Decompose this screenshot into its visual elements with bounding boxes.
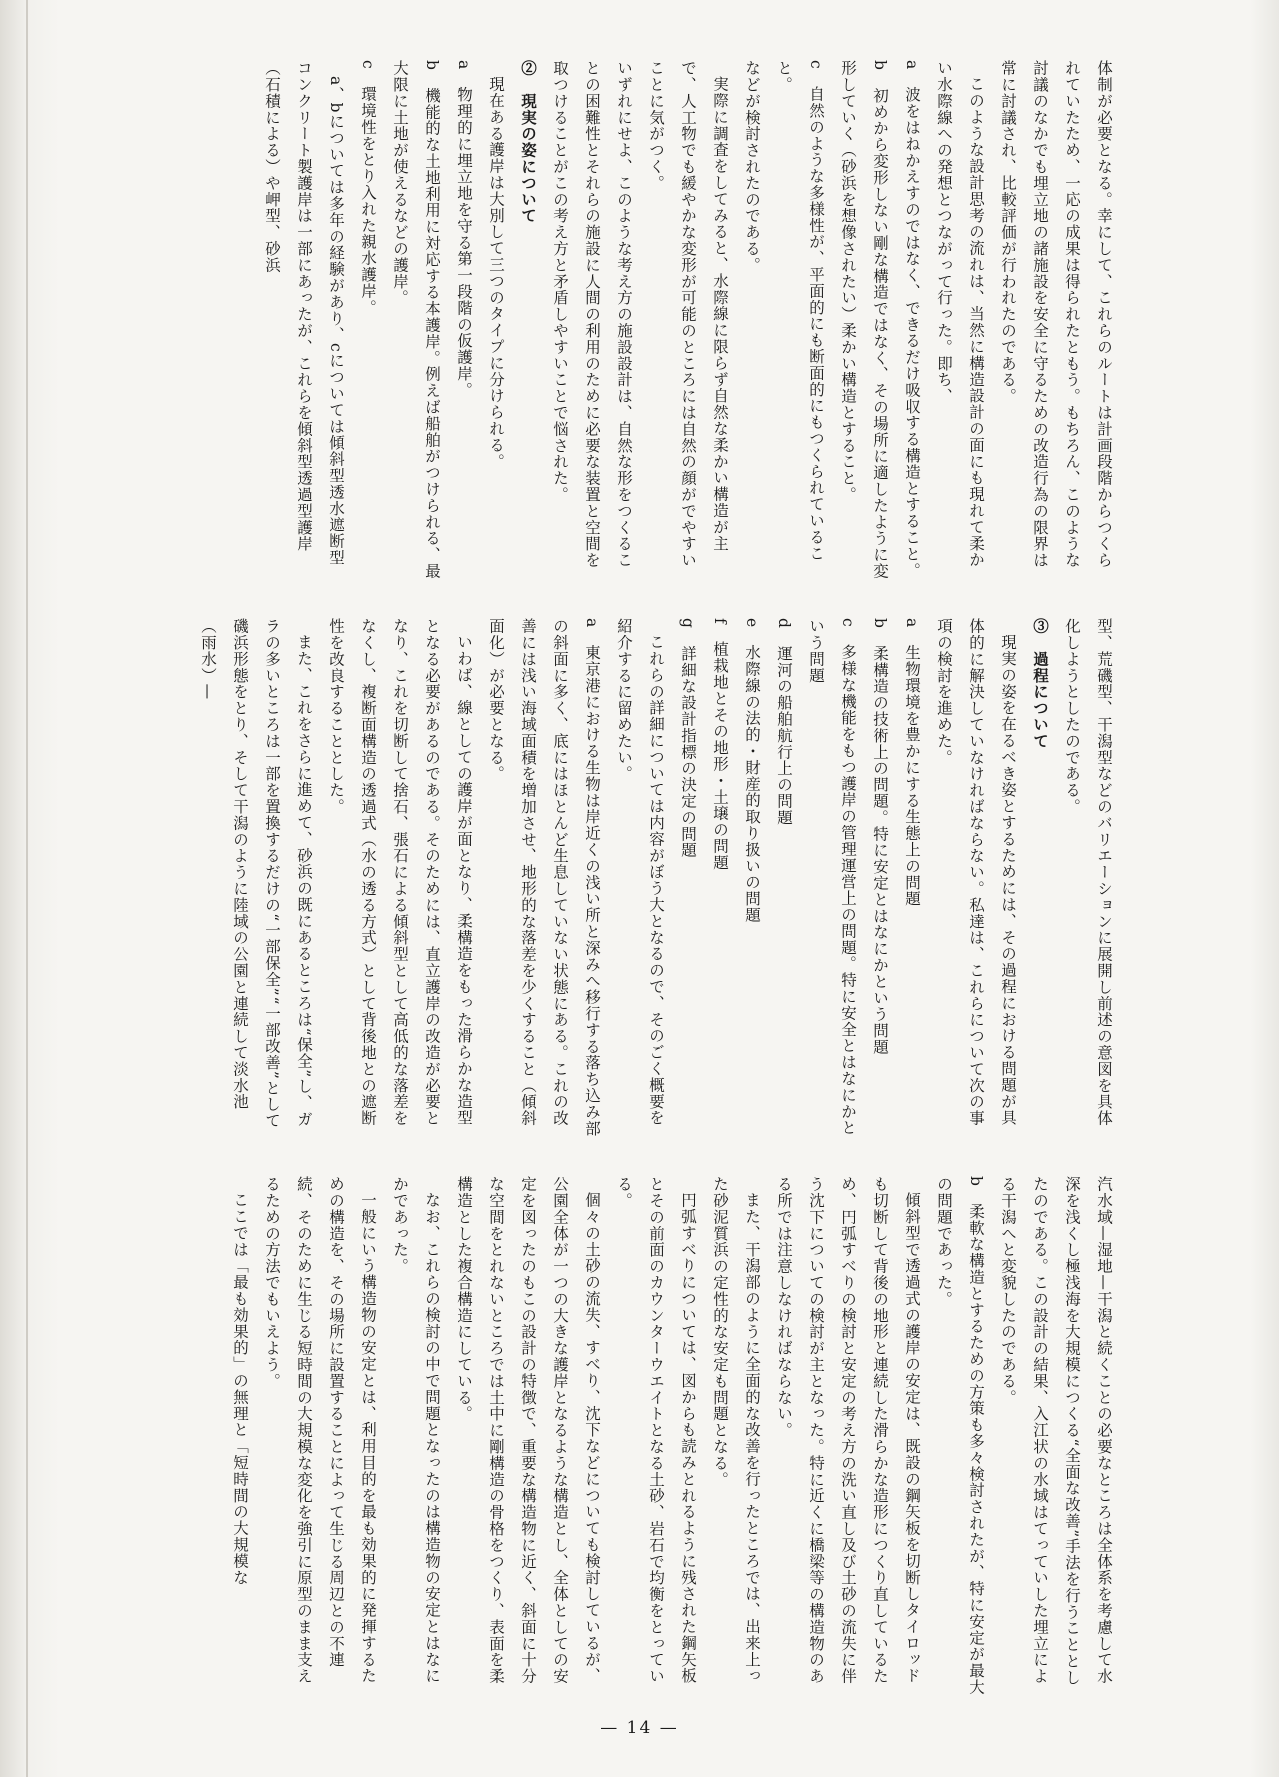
paragraph: これらの詳細については内容がぼう大となるので、そのごく概要を紹介するに留めたい。 (615, 618, 665, 1126)
paragraph: ここでは「最も効果的」の無理と「短時間の大規模な (231, 1191, 249, 1586)
text-band-top (70, 60, 1120, 580)
paragraph: このような設計思考の流れは、当然に構造設計の面にも現れて柔かい水際線への発想とつながって行った。即ち、 (935, 60, 985, 568)
paragraph: 型、荒磯型、干潟型などのバリエーションに展開し前述の意図を具体化しようとしたのである。 (1063, 618, 1113, 1127)
paragraph: a 波をはねかえすのではなく、できるだけ吸収する構造とすること。 (903, 60, 921, 579)
paragraph: a、bについては多年の経験があり、cについては傾斜型透水遮断型コンクリート製護岸は一部にあったが、これらを傾斜型透過型護岸（石積による）や岬型、砂浜 (263, 60, 345, 566)
column-middle (70, 618, 1120, 1138)
paragraph: いずれにせよ、このような考え方の施設設計は、自然な形をつくることの困難性とそれらの施設に人間の利用のために必要な装置と空間を取つけることがこの考え方と矛盾しやすいことで悩された。 (551, 60, 633, 569)
page-number: — 14 — (600, 1718, 679, 1738)
paragraph: などが検討されたのである。 (743, 60, 761, 274)
paragraph: ② 現実の姿について (519, 60, 538, 224)
paragraph: a 東京港における生物は岸近くの浅い所と深みへ移行する落ち込み部の斜面に多く、底にはほとんど生息していない状態にある。これの改善には浅い海域面積を増加させ、地形的な落差を少くすること（傾斜面化）が必要となる。 (487, 618, 601, 1137)
paragraph: a 生物環境を豊かにする生態上の問題 (903, 618, 921, 907)
column-top (70, 60, 1120, 580)
paragraph: g 詳細な設計指標の決定の問題 (679, 618, 697, 859)
paragraph: a 物理的に埋立地を守る第一段階の仮護岸。 (455, 60, 473, 399)
paragraph: d 運河の船舶航行上の問題 (775, 618, 793, 826)
column-bottom (70, 1176, 1120, 1696)
paragraph: b 初めから変形しない剛な構造ではなく、その場所に適したように変形していく（砂浜を想像されたい）柔かい構造とすること。 (839, 60, 889, 580)
paragraph: c 環境性をとり入れた親水護岸。 (359, 60, 377, 316)
paragraph: また、これをさらに進めて、砂浜の既にあるところは“保全”し、ガラの多いところは一部を置換するだけの“一部保全”“一部改善”として磯浜形態をとり、そして干潟のように陸域の公園と連続して淡水池（雨水）— (199, 618, 313, 1129)
paragraph: e 水際線の法的・財産的取り扱いの問題 (743, 618, 761, 924)
paragraph: b 柔構造の技術上の問題。特に安定とはなにかという問題 (871, 618, 889, 1056)
paragraph: 円弧すべりについては、図からも読みとれるように残された鋼矢板とその前面のカウンターウエイトとなる土砂、岩石で均衡をとっている。 (615, 1176, 697, 1685)
paragraph: 傾斜型で透過式の護岸の安定は、既設の鋼矢板を切断しタイロッドも切断して背後の地形と連続した滑らかな造形につくり直しているため、円弧すべりの検討と安定の考え方の洗い直し及び土砂の流失に伴う沈下についての検討が主となった。特に近くに橋梁等の構造物のある所では注意しなければならない。 (775, 1176, 921, 1685)
paragraph: なお、これらの検討の中で問題となったのは構造物の安定とはなにかであった。 (391, 1176, 441, 1684)
paragraph: 体制が必要となる。幸にして、これらのルートは計画段階からつくられていたため、一応の成果は得られたともう。もちろん、このような討議のなかでも埋立地の諸施設を安全に守るための改造行為の限界は常に討議され、比較評価が行われたのである。 (999, 60, 1113, 569)
paragraph: c 自然のような多様性が、平面的にも断面的にもつくられていること。 (775, 60, 825, 562)
paragraph: 実際に調査をしてみると、水際線に限らず自然な柔かい構造が主で、人工物でも緩やかな変形が可能のところには自然の顔がでやすいことに気がつく。 (647, 60, 729, 569)
paragraph: また、干潟部のように全面的な改善を行ったところでは、出来上った砂泥質浜の定性的な安定も問題となる。 (711, 1176, 761, 1684)
paragraph: 現実の姿を在るべき姿とするためには、その過程における問題が具体的に解決していなければならない。私達は、これらについて次の事項の検討を進めた。 (935, 618, 1017, 1127)
paragraph: 現在ある護岸は大別して三つのタイプに分けられる。 (487, 75, 505, 470)
paragraph: b 機能的な土地利用に対応する本護岸。例えば船舶がつけられる、最大限に土地が使えるなどの護岸。 (391, 60, 441, 580)
paragraph: いわば、線としての護岸が面となり、柔構造をもった滑らかな造型となる必要があるのである。そのためには、直立護岸の改造が必要となり、これを切断して捨石、張石による傾斜型として高低的な落差をなくし、複断面構造の透過式（水の透る方式）として背後地との遮断性を改良することとした。 (327, 618, 473, 1127)
paragraph: 汽水域—湿地—干潟と続くことの必要なところは全体系を考慮して水深を浅くし極浅海を大規模につくる“全面な改善”手法を行うこととしたのである。この設計の結果、入江状の水域はてっていした埋立による干潟へと変貌したのである。 (999, 1176, 1113, 1686)
paragraph: c 多様な機能をもつ護岸の管理運営上の問題。特に安全とはなにかという問題 (807, 618, 857, 1136)
binding-edge (26, 0, 28, 1777)
paragraph: ③ 過程について (1031, 618, 1050, 750)
paragraph: 一般にいう構造物の安定とは、利用目的を最も効果的に発揮するための構造を、その場所に設置することによって生じる周辺との不連続、そのために生じる短時間の大規模な変化を強引に原型のまま支えるための方法でもいえよう。 (263, 1176, 377, 1685)
text-band-bottom (70, 1176, 1120, 1696)
paragraph: b 柔軟な構造とするための方策も多々検討されたが、特に安定が最大の問題であった。 (935, 1176, 985, 1696)
paragraph: f 植栽地とその地形・土壌の問題 (711, 618, 729, 871)
text-band-middle (70, 618, 1120, 1138)
paragraph: 個々の土砂の流失、すべり、沈下などについても検討しているが、公園全体が一つの大きな護岸となるような構造とし、全体としての安定を図ったのもこの設計の特徴で、重要な構造物に近く、斜面に十分な空間をとれないところでは土中に剛構造の骨格をつくり、表面を柔構造とした複合構造にしている。 (455, 1176, 601, 1685)
